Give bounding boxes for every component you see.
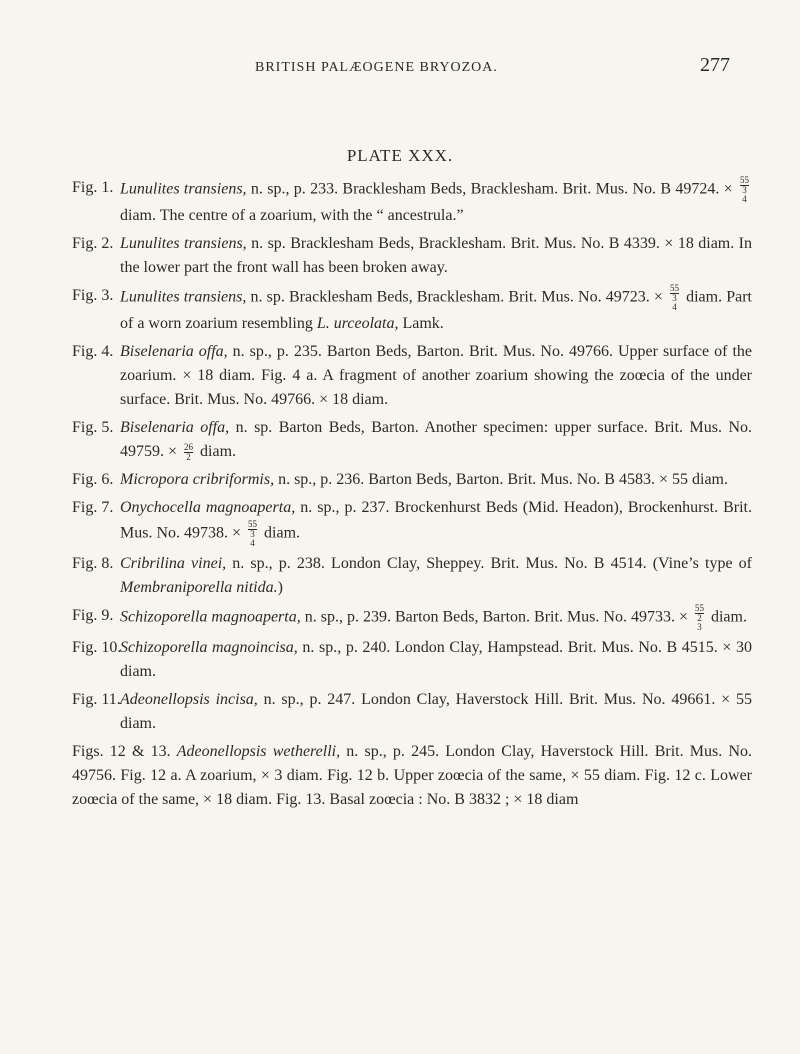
caption-text: ) — [277, 579, 283, 596]
figure-label: Fig. 5. — [72, 419, 114, 436]
figure-label: Fig. 1. — [72, 179, 114, 196]
caption-text: diam. The centre of a zoarium, with the “ ancestrula.” — [120, 207, 464, 224]
caption-text: n. sp., p. 247. London Clay, Haverstock Hill. Brit. Mus. No. 49661. × 55 diam. — [120, 691, 752, 732]
caption-text: n. sp., p. 240. London Clay, Hampstead. Brit. Mus. No. B 4515. × 30 diam. — [120, 639, 753, 680]
figure-label: Fig. 3. — [72, 287, 114, 304]
figure-caption — [72, 552, 752, 600]
fraction-denominator: 3 — [248, 529, 257, 539]
fraction-numerator: 55 — [694, 603, 704, 613]
fraction-numerator: 55 — [740, 175, 749, 185]
species-name: Lunulites transiens, — [120, 180, 247, 198]
figure-label: Fig. 8. — [72, 555, 114, 572]
figure-caption — [72, 636, 752, 684]
species-name: Biselenaria offa, — [120, 343, 228, 360]
fraction-sub: 4 — [672, 302, 677, 312]
fraction-numerator: 26 — [184, 441, 194, 452]
caption-text: Lamk. — [398, 315, 444, 332]
figure-caption — [72, 688, 752, 736]
figure-caption — [72, 284, 752, 336]
magnification-fraction — [670, 284, 679, 312]
species-name: Micropora cribriformis, — [120, 471, 275, 488]
caption-text: n. sp. Bracklesham Beds, Bracklesham. Brit. Mus. No. B 4339. × 18 diam. In the lower part the front wall has been broken away. — [120, 235, 753, 276]
figure-label: Fig. 2. — [72, 235, 114, 252]
species-name: Cribrilina vinei, — [120, 555, 227, 572]
species-name: Onychocella magnoaperta, — [120, 499, 296, 516]
figure-captions — [72, 176, 752, 816]
figure-caption — [72, 416, 752, 464]
figure-caption — [72, 340, 752, 412]
species-name: L. urceolata, — [316, 315, 399, 332]
figure-label: Fig. 11. — [72, 691, 121, 708]
figure-caption — [72, 604, 752, 632]
figure-label: Fig. 9. — [72, 607, 114, 624]
species-name: Adeonellopsis incisa, — [120, 691, 258, 708]
caption-text: n. sp., p. 233. Bracklesham Beds, Bracklesham. Brit. Mus. No. B 49724. × — [246, 180, 737, 198]
magnification-fraction — [695, 604, 704, 632]
species-name: Lunulites transiens, — [120, 235, 247, 252]
figure-label: Fig. 6. — [72, 471, 114, 488]
caption-text: n. sp., p. 236. Barton Beds, Barton. Brit. Mus. No. B 4583. × 55 diam. — [274, 471, 728, 488]
caption-text: diam. — [706, 608, 747, 626]
fraction-denominator: 3 — [670, 293, 679, 303]
fraction-sub: 4 — [250, 538, 255, 548]
fraction-denominator: 2 — [695, 613, 704, 623]
fraction-numerator: 55 — [248, 519, 258, 529]
caption-text: diam. Part of a worn zoarium resembling — [120, 288, 753, 332]
species-name: Biselenaria offa, — [120, 419, 230, 436]
figure-caption — [72, 496, 752, 548]
caption-text: n. sp. Barton Beds, Barton. Another specimen: upper surface. Brit. Mus. No. 49759. × — [120, 419, 752, 460]
fraction-sub: 4 — [742, 194, 747, 204]
figure-label: Fig. 7. — [72, 499, 114, 516]
fraction-denominator: 3 — [740, 185, 749, 195]
figure-caption — [72, 176, 752, 228]
figure-caption — [72, 740, 752, 812]
plate-title: PLATE XXX. — [346, 146, 454, 165]
figure-caption — [72, 468, 752, 492]
species-name: Lunulites transiens, — [120, 288, 247, 306]
species-name: Adeonellopsis wetherelli, — [176, 743, 341, 760]
caption-text: n. sp., p. 235. Barton Beds, Barton. Brit. Mus. No. 49766. Upper surface of the zoarium. × 18 diam. Fig. 4 a. A fragment of another zoarium showing the zoœcia of the under surface. Brit. Mus. No. 49766. × 18 diam. — [120, 343, 753, 408]
caption-text: n. sp., p. 245. London Clay, Haverstock Hill. Brit. Mus. No. 49756. Fig. 12 a. A zoarium, × 3 diam. Fig. 12 b. Upper zoœcia of the same, × 55 diam. Fig. 12 c. Lower zoœcia of the same, × 18 diam. Fig. 13. Basal zoœcia : No. B 3832 ; × 18 diam — [72, 743, 752, 808]
figure-label: Fig. 10. — [72, 639, 122, 656]
magnification-fraction — [248, 520, 257, 548]
caption-text: diam. — [260, 524, 301, 542]
fraction-denominator: 2 — [184, 452, 193, 462]
page-number: 277 — [700, 54, 730, 76]
running-title: BRITISH PALÆOGENE BRYOZOA. — [255, 60, 498, 75]
figure-label: Figs. 12 & 13. — [72, 743, 171, 760]
caption-text: n. sp., p. 237. Brockenhurst Beds (Mid. Headon), Brockenhurst. Brit. Mus. No. 49738. × — [120, 499, 752, 542]
magnification-fraction — [184, 443, 193, 462]
species-name: Schizoporella magnoincisa, — [120, 639, 298, 656]
species-name: Membraniporella nitida. — [120, 579, 278, 596]
caption-text: diam. — [196, 443, 237, 460]
fraction-numerator: 55 — [669, 283, 679, 293]
figure-caption — [72, 232, 752, 280]
species-name: Schizoporella magnoaperta, — [120, 608, 301, 626]
caption-text: n. sp. Bracklesham Beds, Bracklesham. Brit. Mus. No. 49723. × — [246, 288, 667, 306]
caption-text: n. sp., p. 239. Barton Beds, Barton. Brit. Mus. No. 49733. × — [300, 608, 692, 626]
fraction-sub: 3 — [697, 622, 702, 632]
caption-text: n. sp., p. 238. London Clay, Sheppey. Brit. Mus. No. B 4514. (Vine’s type of — [226, 555, 753, 572]
magnification-fraction — [740, 176, 749, 204]
figure-label: Fig. 4. — [72, 343, 114, 360]
